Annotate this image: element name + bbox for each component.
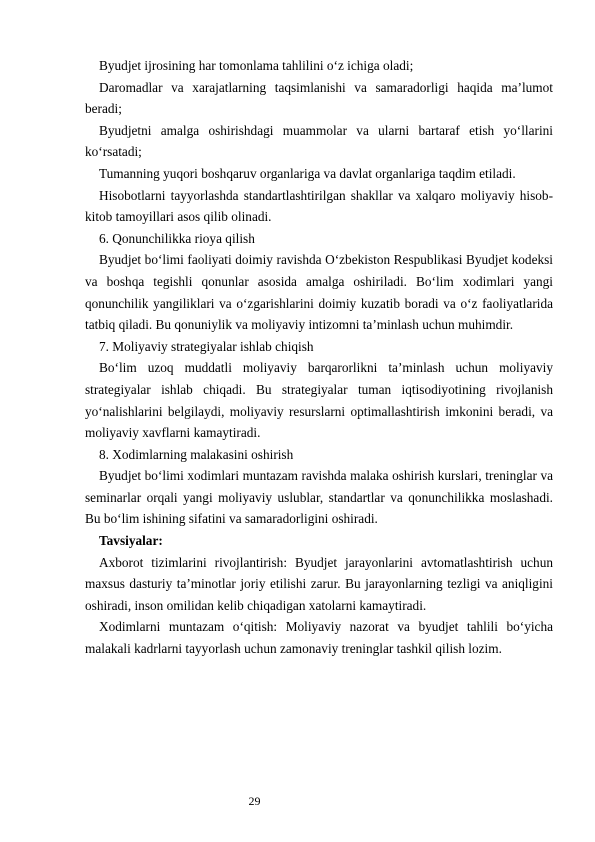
paragraph-intro-1: Byudjet ijrosining har tomonlama tahlilini o‘z ichiga oladi; <box>99 58 414 73</box>
section-heading-6: 6. Qonunchilikka rioya qilish <box>99 230 255 246</box>
paragraph-intro-2: Daromadlar va xarajatlarning taqsimlanishi va samaradorligi haqida ma’lumot beradi; <box>85 79 553 117</box>
paragraph-reporting-standards: Hisobotlarni tayyorlashda standartlashtirilgan shakllar va xalqaro moliyaviy hisob-kitob tamoyillari asos qilib olinadi. <box>85 187 553 225</box>
recommendation-staff-training: Xodimlarni muntazam o‘qitish: Moliyaviy nazorat va byudjet tahlili bo‘yicha malakali kadrlarni tayyorlash uchun zamonaviy treninglar tashkil qilish lozim. <box>85 619 553 657</box>
recommendations-heading: Tavsiyalar: <box>99 533 163 549</box>
page-body <box>85 55 553 660</box>
page-number-label: 29 <box>248 794 261 808</box>
paragraph-training: Byudjet bo‘limi xodimlari muntazam ravishda malaka oshirish kurslari, treninglar va seminarlar orqali yangi moliyaviy uslublar, standartlar va qonunchilikka moslashadi. Bu bo‘lim ishining sifatini va samaradorligini oshiradi. <box>85 468 553 527</box>
paragraph-strategies: Bo‘lim uzoq muddatli moliyaviy barqarorlikni ta’minlash uchun moliyaviy strategiyalar ishlab chiqadi. Bu strategiyalar tuman iqtisodiyotining rivojlanish yo‘nalishlarini belgilaydi, moliyaviy resurslarni optimallashtirish imkonini beradi, va moliyaviy xavflarni kamaytiradi. <box>85 360 553 441</box>
paragraph-legislation: Byudjet bo‘limi faoliyati doimiy ravishda O‘zbekiston Respublikasi Byudjet kodeksi va boshqa tegishli qonunlar asosida amalga oshiriladi. Bo‘lim xodimlari yangi qonunchilik yangiliklari va o‘zgarishlarini doimiy kuzatib boradi va o‘z faoliyatlarida tatbiq qiladi. Bu qonuniylik va moliyaviy intizomni ta’minlash uchun muhimdir. <box>85 252 553 333</box>
paragraph-intro-3: Byudjetni amalga oshirishdagi muammolar va ularni bartaraf etish yo‘llarini ko‘rsatadi; <box>85 122 553 160</box>
paragraph-intro-4: Tumanning yuqori boshqaruv organlariga va davlat organlariga taqdim etiladi. <box>99 165 516 181</box>
recommendation-info-systems: Axborot tizimlarini rivojlantirish: Byudjet jarayonlarini avtomatlashtirish uchun maxsus dasturiy ta’minotlar joriy etilishi zarur. Bu jarayonlarning tezligi va aniqligini oshiradi, inson omilidan kelib chiqadigan xatolarni kamaytiradi. <box>85 554 553 613</box>
section-heading-8: 8. Xodimlarning malakasini oshirish <box>99 446 294 462</box>
section-heading-7: 7. Moliyaviy strategiyalar ishlab chiqish <box>99 338 314 354</box>
page-number <box>0 794 595 809</box>
